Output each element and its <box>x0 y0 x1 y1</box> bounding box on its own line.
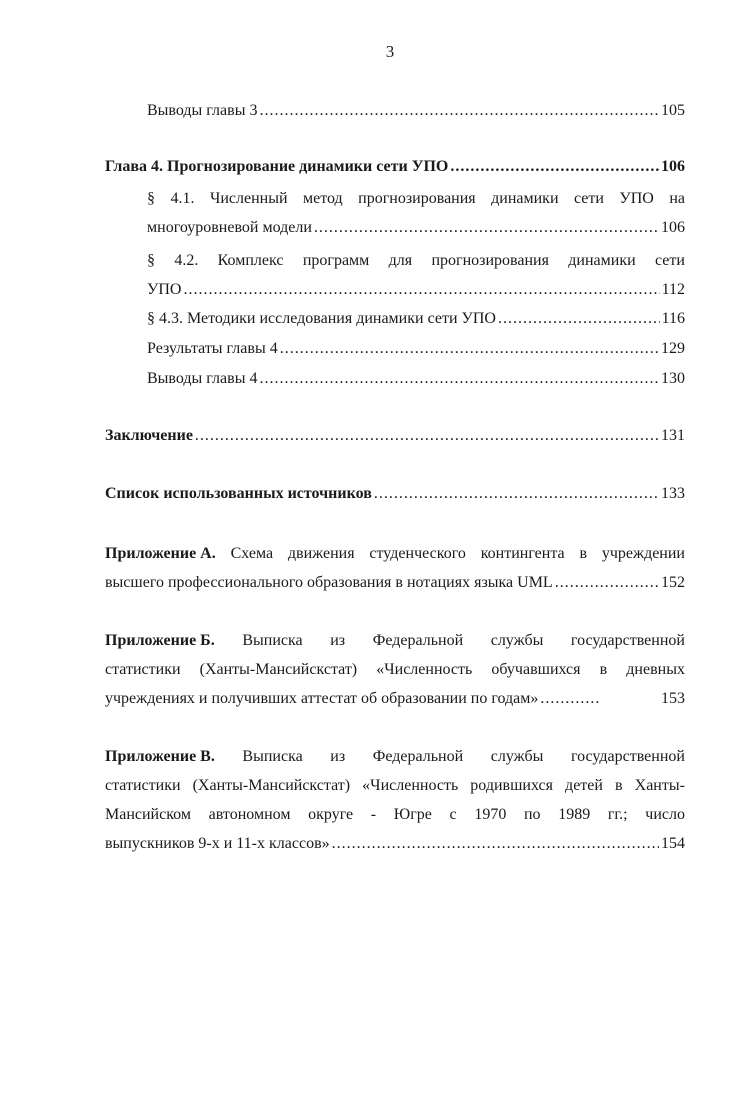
toc-entry-appendix-c[interactable] <box>105 737 685 853</box>
toc-entry-ch4-conclusions[interactable] <box>147 362 685 388</box>
toc-entry-line: статистики (Ханты-Мансийскстат) «Численность обучавшихся в дневных <box>105 661 685 678</box>
dot-leader <box>555 574 659 592</box>
toc-entry-appendix-b[interactable] <box>105 621 685 708</box>
toc-entry-page: 129 <box>661 340 685 357</box>
toc-entry-page: 133 <box>661 485 685 502</box>
toc-entry-line <box>147 208 685 237</box>
appendix-title: Приложение В. <box>105 748 215 765</box>
dot-leader <box>183 281 659 299</box>
toc-entry-page: 152 <box>661 574 685 591</box>
page-number: 3 <box>385 42 395 61</box>
dot-leader <box>450 158 659 176</box>
toc-entry-page: 106 <box>661 158 685 175</box>
toc-entry-line: Приложение Б. Выписка из Федеральной службы государственной <box>105 632 685 649</box>
toc-entry-line <box>105 824 685 853</box>
toc-entry-label: Список использованных источников <box>105 485 372 502</box>
toc-entry-ch4-results[interactable] <box>147 332 685 358</box>
toc-entry-line: Мансийском автономном округе - Югре с 1970 по 1989 гг.; число <box>105 806 685 823</box>
toc-entry-page: 154 <box>661 835 685 852</box>
toc-entry-page: 112 <box>661 281 685 298</box>
toc-entry-references[interactable] <box>105 477 685 503</box>
toc-entry-appendix-a[interactable] <box>105 534 685 592</box>
toc-entry-label: УПО <box>147 281 182 298</box>
toc-entry-label: Глава 4. Прогнозирование динамики сети УПО <box>105 158 449 175</box>
toc-entry-section-4-1[interactable] <box>147 179 685 237</box>
dot-leader <box>280 340 659 358</box>
toc-entry-page: 131 <box>661 427 685 444</box>
toc-entry-section-4-3[interactable] <box>147 302 685 328</box>
dot-leader <box>540 690 600 708</box>
appendix-title: Приложение Б. <box>105 632 215 649</box>
toc-entry-label: Выводы главы 4 <box>147 370 258 387</box>
toc-entry-label: Результаты главы 4 <box>147 340 278 357</box>
toc-entry-line: Приложение А. Схема движения студенческого контингента в учреждении <box>105 545 685 562</box>
dot-leader <box>374 485 659 503</box>
toc-entry-page: 105 <box>661 102 685 119</box>
toc-entry-chapter-4[interactable] <box>105 150 685 176</box>
toc-entry-line: Приложение В. Выписка из Федеральной службы государственной <box>105 748 685 765</box>
toc-entry-label: выпускников 9-х и 11-х классов» <box>105 835 330 852</box>
toc-entry-conclusion[interactable] <box>105 419 685 445</box>
toc-entry-page: 116 <box>661 310 685 327</box>
toc-entry-line <box>105 679 685 708</box>
toc-entry-page: 106 <box>661 219 685 236</box>
dot-leader <box>195 427 659 445</box>
toc-entry-label: Заключение <box>105 427 193 444</box>
dot-leader <box>498 310 660 328</box>
toc-entry-line: § 4.2. Комплекс программ для прогнозирования динамики сети <box>147 252 685 269</box>
toc-entry-line: § 4.1. Численный метод прогнозирования динамики сети УПО на <box>147 190 685 207</box>
toc-entry-label: многоуровневой модели <box>147 219 312 236</box>
toc-entry-label: § 4.3. Методики исследования динамики сети УПО <box>147 310 496 327</box>
dot-leader <box>314 219 659 237</box>
toc-entry-ch3-conclusions[interactable] <box>147 94 685 120</box>
toc-entry-line <box>147 270 685 299</box>
toc-entry-label: высшего профессионального образования в нотациях языка UML <box>105 574 553 591</box>
toc-entry-line: статистики (Ханты-Мансийскстат) «Численность родившихся детей в Ханты- <box>105 777 685 794</box>
toc-entry-section-4-2[interactable] <box>147 241 685 299</box>
toc-entry-page: 130 <box>661 370 685 387</box>
toc-entry-label: Выводы главы 3 <box>147 102 258 119</box>
appendix-title: Приложение А. <box>105 545 216 562</box>
toc-entry-line <box>105 563 685 592</box>
toc-entry-label: учреждениях и получивших аттестат об образовании по годам» <box>105 690 539 707</box>
dot-leader <box>259 102 659 120</box>
dot-leader <box>332 835 659 853</box>
dot-leader <box>259 370 659 388</box>
toc-entry-page: 153 <box>661 690 685 707</box>
